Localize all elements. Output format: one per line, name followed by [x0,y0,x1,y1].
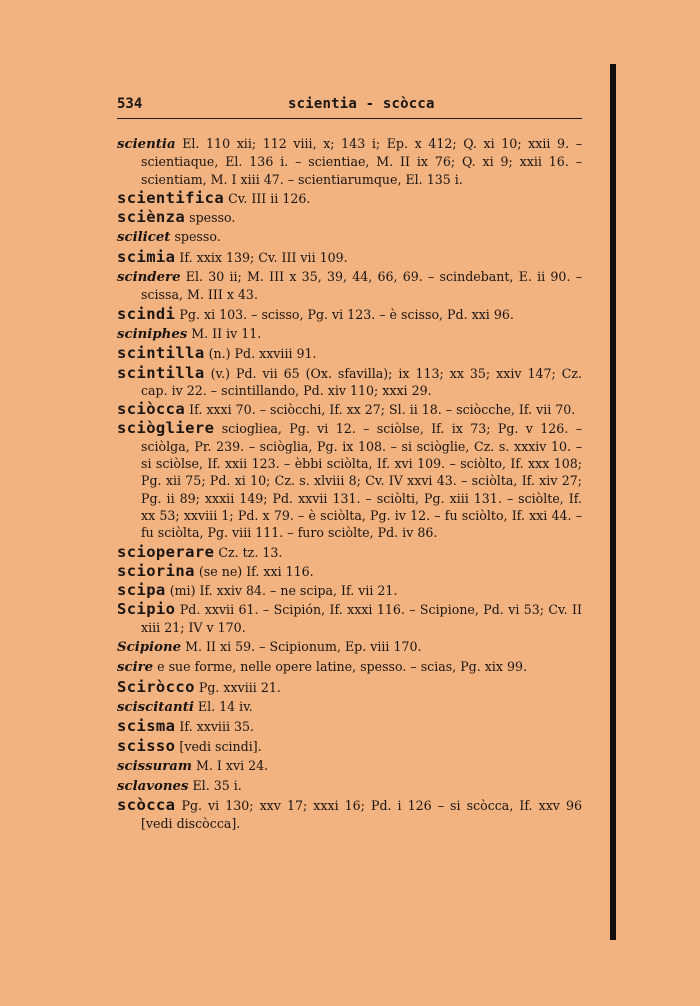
entry-text: (se ne) If. xxi 116. [198,563,314,579]
dictionary-entry [117,190,582,207]
entry-headword: sciorina [117,561,195,580]
entry-headword: sclavones [117,779,189,795]
entry-headword: scisso [117,736,176,755]
dictionary-entry [117,601,582,636]
entry-text: e sue forme, nelle opere latine, spesso. – scias, Pg. xix 99. [157,659,528,675]
dictionary-entry [117,658,582,676]
running-head: scientia - scòcca [288,96,435,112]
entry-text: El. 110 xii; 112 viii, x; 143 i; Ep. x 412; Q. xi 10; xxii 9. – scientiaque, El. 136 i. – scientiae, M. II ix 76; Q. xi 9; xxii 16. – scientiam, M. I xiii 47. – scientiarumque, El. 135 i. [141,136,582,187]
entry-text: Pg. xxviii 21. [198,679,281,695]
entry-text: M. II iv 11. [191,325,262,341]
entry-text: If. xxxi 70. – sciòcchi, If. xx 27; Sl. ii 18. – sciòcche, If. vii 70. [189,402,576,418]
dictionary-entry [117,718,582,735]
entry-headword: scimia [117,247,176,266]
entry-text: Cv. III ii 126. [228,190,311,206]
entry-headword: scisma [117,717,176,736]
entry-text: spesso. [189,210,236,226]
entry-headword: Scipione [117,640,182,656]
dictionary-entry [117,228,582,246]
page-number: 534 [117,96,143,112]
entry-text: (n.) Pd. xxviii 91. [208,346,317,362]
dictionary-entry [117,698,582,716]
entry-text: spesso. [174,229,221,245]
dictionary-entry [117,738,582,755]
page-edge-bar [610,64,616,940]
dictionary-entry [117,420,582,541]
dictionary-entry [117,401,582,418]
dictionary-entry [117,306,582,323]
entry-headword: Scipio [117,600,176,619]
entry-headword: scintilla [117,344,205,363]
entry-text: Pg. vi 130; xxv 17; xxxi 16; Pd. i 126 – si scòcca, If. xxv 96 [vedi discòcca]. [141,798,582,831]
dictionary-entry [117,365,582,400]
entry-headword: sciscitanti [117,699,194,715]
dictionary-entry [117,249,582,266]
entry-text: If. xxix 139; Cv. III vii 109. [179,249,348,265]
dictionary-entry [117,325,582,343]
entry-text: El. 35 i. [192,778,242,794]
entry-headword: sciòcca [117,400,186,419]
entry-text: Pg. xi 103. – scisso, Pg. vi 123. – è scisso, Pd. xxi 96. [179,306,514,322]
entry-headword: scintilla [117,363,205,382]
dictionary-entry [117,345,582,362]
entry-headword: sciniphes [117,326,188,342]
entry-text: El. 14 iv. [197,698,253,714]
dictionary-entry [117,582,582,599]
dictionary-entry [117,544,582,561]
dictionary-entry [117,135,582,188]
dictionary-entry [117,563,582,580]
dictionary-entry [117,209,582,226]
entry-headword: Sciròcco [117,677,195,696]
entry-text: Cz. tz. 13. [218,544,283,560]
entry-headword: scientia [117,137,176,152]
entry-headword: scòcca [117,796,176,815]
entry-text: [vedi scindi]. [179,738,262,754]
entry-list [117,135,582,834]
entry-text: El. 30 ii; M. III x 35, 39, 44, 66, 69. – scindebant, E. ii 90. – scissa, M. III x 43. [141,269,582,303]
entry-text: M. II xi 59. – Scipionum, Ep. viii 170. [185,639,422,655]
entry-headword: scientifica [117,188,225,207]
entry-headword: scioperare [117,542,215,561]
dictionary-entry [117,777,582,795]
dictionary-entry [117,757,582,775]
entry-headword: scindere [117,270,181,286]
entry-headword: scissuram [117,758,192,774]
entry-text: If. xxviii 35. [179,719,255,735]
header-rule [117,118,582,119]
entry-text: Pd. xxvii 61. – Scipión, If. xxxi 116. – Scipione, Pd. vi 53; Cv. II xiii 21; IV v 170. [141,602,582,635]
entry-headword: scilicet [117,230,171,246]
dictionary-entry [117,268,582,304]
dictionary-entry [117,679,582,696]
entry-text: sciogliea, Pg. vi 12. – sciòlse, If. ix 73; Pg. v 126. – sciòlga, Pr. 239. – sciòglia, Pg. ix 108. – si sciòglie, Cz. s. xxxiv 10. – si sciòlse, If. xxii 123. – èbbi sciòlta, If. xvi 109. – sciòlto, If. xxx 108; Pg. xii 75; Pd. xi 10; Cz. s. xlviii 8; Cv. IV xxvi 43. – sciòlta, If. xiv 27; Pg. ii 89; xxxii 149; Pd. xxvii 131. – sciòlti, Pg. xiii 131. – sciòlte, If. xx 53; xxviii 1; Pd. x 79. – è sciòlta, Pg. iv 12. – fu sciòlto, If. xxi 44. – fu sciòlta, Pg. viii 111. – furo sciòlte, Pd. iv 86. [141,421,582,541]
entry-headword: scire [117,660,154,676]
entry-headword: sciògliere [117,419,215,438]
dictionary-entry [117,638,582,656]
page-header [117,96,582,116]
entry-text: (v.) Pd. vii 65 (Ox. sfavilla); ix 113; xx 35; xxiv 147; Cz. cap. iv 22. – scintillando, Pd. xiv 110; xxxi 29. [141,365,582,398]
dictionary-entry [117,797,582,832]
entry-headword: sciènza [117,208,186,227]
entry-text: M. I xvi 24. [195,757,269,773]
entry-text: (mi) If. xxiv 84. – ne scipa, If. vii 21. [169,583,398,599]
entry-headword: scindi [117,304,176,323]
entry-headword: scipa [117,581,166,600]
